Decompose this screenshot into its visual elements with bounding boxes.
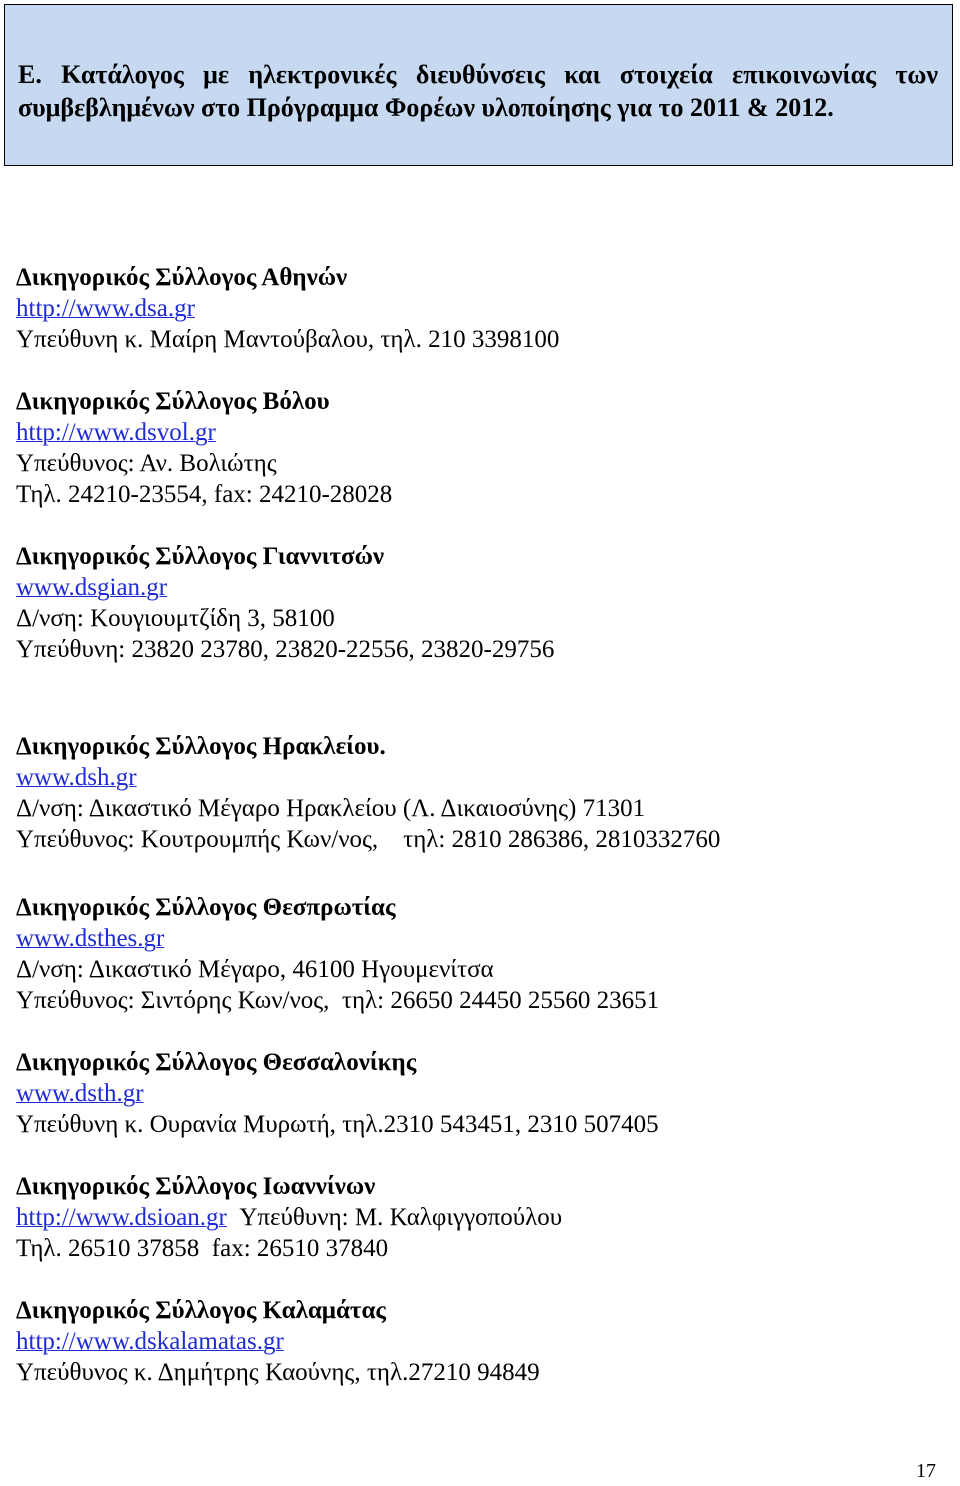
website-link[interactable]: www.dsh.gr (16, 764, 137, 791)
contact-line: Τηλ. 26510 37858 fax: 26510 37840 (16, 1235, 389, 1262)
association-name: Δικηγορικός Σύλλογος Θεσσαλονίκης (16, 1049, 417, 1076)
website-link[interactable]: http://www.dsioan.gr (16, 1204, 227, 1231)
contact-line: Δ/νση: Δικαστικό Μέγαρο, 46100 Ηγουμενίτσα (16, 956, 494, 983)
contact-line: Υπεύθυνος κ. Δημήτρης Καούνης, τηλ.27210 94849 (16, 1359, 540, 1386)
contact-line: Τηλ. 24210-23554, fax: 24210-28028 (16, 481, 393, 508)
website-link[interactable]: www.dsthes.gr (16, 925, 165, 952)
association-name: Δικηγορικός Σύλλογος Αθηνών (16, 264, 348, 291)
contact-line: Υπεύθυνη κ. Μαίρη Μαντούβαλου, τηλ. 210 3398100 (16, 326, 560, 353)
entry-thessaloniki (16, 1047, 936, 1140)
website-link[interactable]: http://www.dsvol.gr (16, 419, 216, 446)
website-link[interactable]: www.dsgian.gr (16, 574, 168, 601)
association-name: Δικηγορικός Σύλλογος Βόλου (16, 388, 330, 415)
contact-line: Υπεύθυνη: 23820 23780, 23820-22556, 23820-29756 (16, 636, 555, 663)
contact-line: Υπεύθυνος: Αν. Βολιώτης (16, 450, 277, 477)
entry-kalamata (16, 1295, 936, 1388)
entry-volos (16, 386, 936, 510)
contact-line: Δ/νση: Δικαστικό Μέγαρο Ηρακλείου (Λ. Δικαιοσύνης) 71301 (16, 795, 646, 822)
website-link[interactable]: http://www.dskalamatas.gr (16, 1328, 284, 1355)
section-title: E. Κατάλογος με ηλεκτρονικές διευθύνσεις και στοιχεία επικοινωνίας των συμβεβλημένων στο Πρόγραμμα Φορέων υλοποίησης για το 2011 & 2012. (18, 60, 938, 122)
entry-athens (16, 262, 936, 355)
entry-giannitsa (16, 541, 936, 665)
entry-ioannina (16, 1171, 936, 1264)
association-name: Δικηγορικός Σύλλογος Καλαμάτας (16, 1297, 386, 1324)
association-name: Δικηγορικός Σύλλογος Ιωαννίνων (16, 1173, 376, 1200)
association-name: Δικηγορικός Σύλλογος Γιαννιτσών (16, 543, 385, 570)
page-number: 17 (916, 1460, 936, 1482)
entry-thesprotia (16, 892, 936, 1016)
website-link[interactable]: www.dsth.gr (16, 1080, 144, 1107)
contact-line: Δ/νση: Κουγιουμτζίδη 3, 58100 (16, 605, 335, 632)
website-link[interactable]: http://www.dsa.gr (16, 295, 195, 322)
association-name: Δικηγορικός Σύλλογος Ηρακλείου. (16, 733, 386, 760)
responsible-person: Υπεύθυνη: Μ. Καλφιγγοπούλου (226, 1204, 563, 1231)
contact-line: Υπεύθυνη κ. Ουρανία Μυρωτή, τηλ.2310 543451, 2310 507405 (16, 1111, 659, 1138)
contact-line: Υπεύθυνος: Κουτρουμπής Κων/νος, τηλ: 2810 286386, 2810332760 (16, 826, 721, 853)
contact-line: Υπεύθυνος: Σιντόρης Κων/νος, τηλ: 26650 24450 25560 23651 (16, 987, 660, 1014)
association-name: Δικηγορικός Σύλλογος Θεσπρωτίας (16, 894, 396, 921)
entry-heraklion (16, 731, 936, 855)
